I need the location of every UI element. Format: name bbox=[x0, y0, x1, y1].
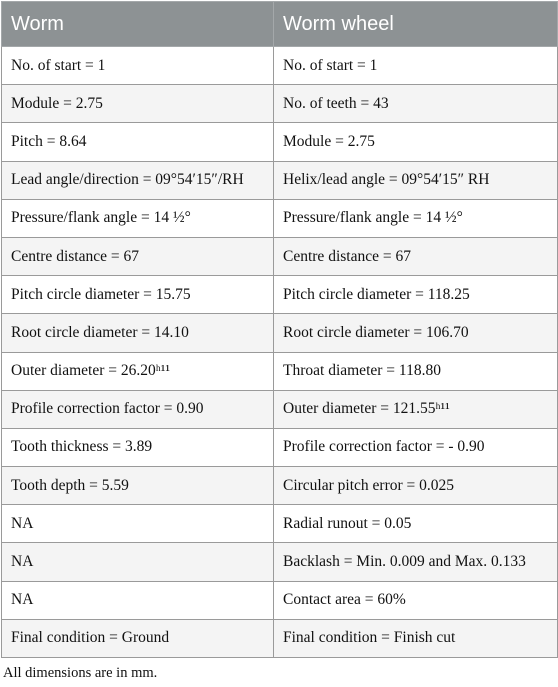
worm-cell: Centre distance = 67 bbox=[2, 237, 274, 275]
table-header bbox=[2, 2, 558, 47]
worm-wheel-cell: No. of start = 1 bbox=[274, 47, 558, 85]
table-body bbox=[2, 47, 558, 658]
table-row bbox=[2, 199, 558, 237]
worm-wheel-cell: No. of teeth = 43 bbox=[274, 85, 558, 123]
worm-wheel-cell: Root circle diameter = 106.70 bbox=[274, 314, 558, 352]
worm-wheel-cell: Contact area = 60% bbox=[274, 581, 558, 619]
worm-cell: Outer diameter = 26.20ʰ¹¹ bbox=[2, 352, 274, 390]
worm-cell: Profile correction factor = 0.90 bbox=[2, 390, 274, 428]
table-row bbox=[2, 237, 558, 275]
table-row bbox=[2, 161, 558, 199]
worm-cell: NA bbox=[2, 581, 274, 619]
table-row bbox=[2, 467, 558, 505]
worm-wheel-cell: Pressure/flank angle = 14 ½° bbox=[274, 199, 558, 237]
table-row bbox=[2, 581, 558, 619]
table-row bbox=[2, 47, 558, 85]
worm-wheel-cell: Centre distance = 67 bbox=[274, 237, 558, 275]
table-row bbox=[2, 543, 558, 581]
worm-wheel-cell: Throat diameter = 118.80 bbox=[274, 352, 558, 390]
table-row bbox=[2, 352, 558, 390]
worm-cell: Tooth depth = 5.59 bbox=[2, 467, 274, 505]
header-row bbox=[2, 2, 558, 47]
worm-cell: Pitch = 8.64 bbox=[2, 123, 274, 161]
table-row bbox=[2, 276, 558, 314]
table-row bbox=[2, 505, 558, 543]
footnote: All dimensions are in mm. bbox=[3, 665, 158, 681]
table-row bbox=[2, 85, 558, 123]
worm-cell: No. of start = 1 bbox=[2, 47, 274, 85]
worm-cell: Module = 2.75 bbox=[2, 85, 274, 123]
worm-wheel-cell: Backlash = Min. 0.009 and Max. 0.133 bbox=[274, 543, 558, 581]
worm-cell: Root circle diameter = 14.10 bbox=[2, 314, 274, 352]
table-row bbox=[2, 314, 558, 352]
table-row bbox=[2, 123, 558, 161]
table-row bbox=[2, 428, 558, 466]
worm-wheel-cell: Module = 2.75 bbox=[274, 123, 558, 161]
spec-table bbox=[1, 1, 558, 658]
worm-cell: Final condition = Ground bbox=[2, 619, 274, 657]
table-row bbox=[2, 619, 558, 657]
worm-wheel-cell: Pitch circle diameter = 118.25 bbox=[274, 276, 558, 314]
worm-wheel-cell: Outer diameter = 121.55ʰ¹¹ bbox=[274, 390, 558, 428]
worm-cell: NA bbox=[2, 543, 274, 581]
worm-cell: Pressure/flank angle = 14 ½° bbox=[2, 199, 274, 237]
header-worm: Worm bbox=[2, 2, 274, 47]
worm-cell: Pitch circle diameter = 15.75 bbox=[2, 276, 274, 314]
worm-wheel-cell: Circular pitch error = 0.025 bbox=[274, 467, 558, 505]
worm-cell: Tooth thickness = 3.89 bbox=[2, 428, 274, 466]
worm-cell: Lead angle/direction = 09°54′15″/RH bbox=[2, 161, 274, 199]
header-worm-wheel: Worm wheel bbox=[274, 2, 558, 47]
worm-wheel-cell: Radial runout = 0.05 bbox=[274, 505, 558, 543]
table-row bbox=[2, 390, 558, 428]
worm-wheel-cell: Profile correction factor = - 0.90 bbox=[274, 428, 558, 466]
worm-wheel-cell: Final condition = Finish cut bbox=[274, 619, 558, 657]
worm-wheel-cell: Helix/lead angle = 09°54′15″ RH bbox=[274, 161, 558, 199]
worm-cell: NA bbox=[2, 505, 274, 543]
